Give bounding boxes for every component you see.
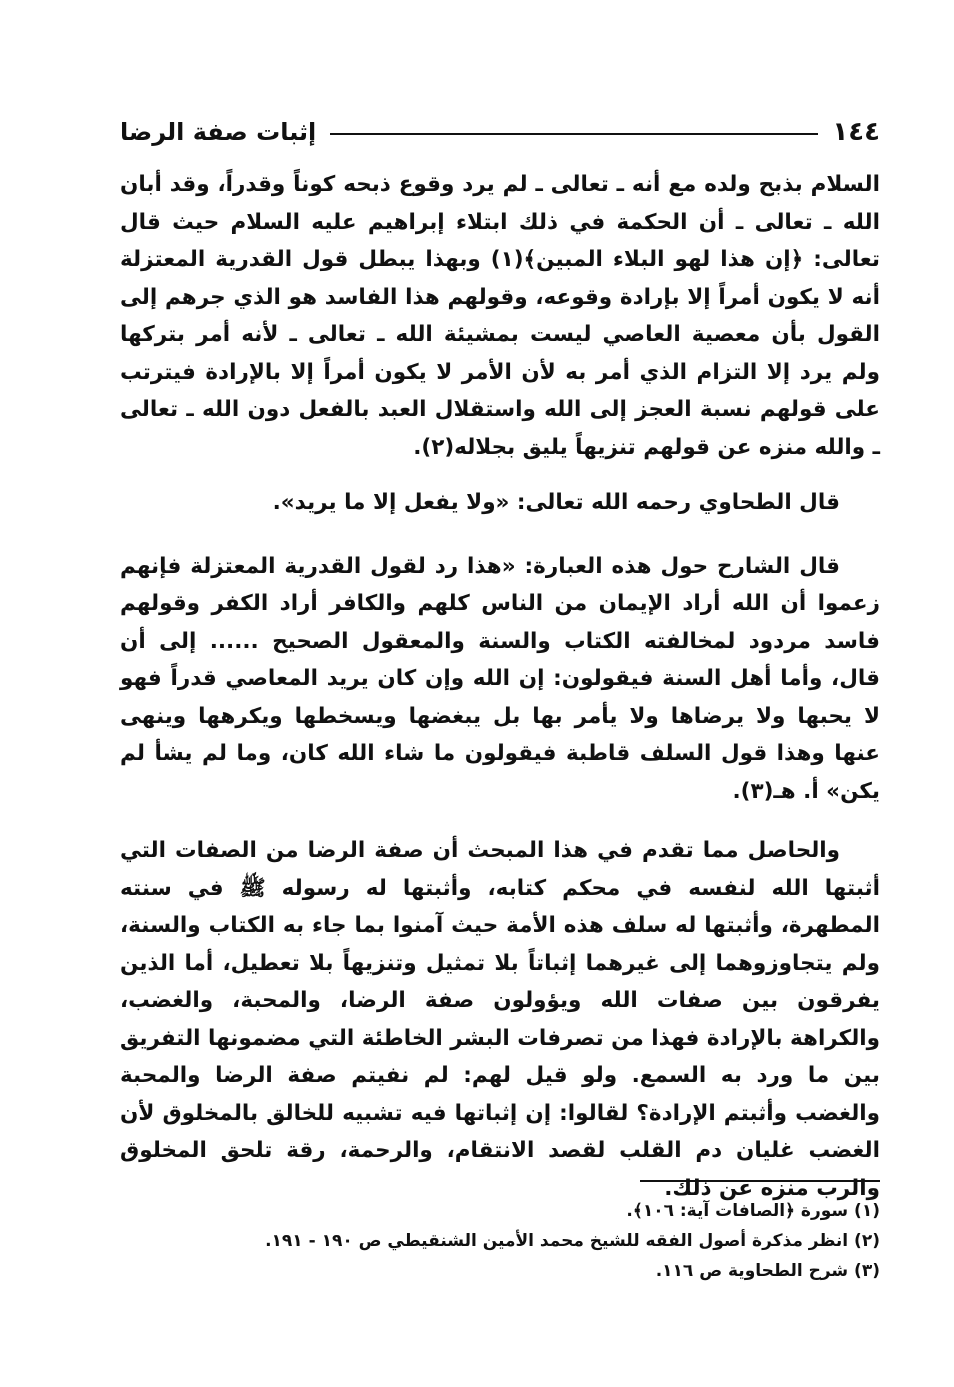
running-title: إثبات صفة الرضا (120, 118, 317, 146)
footnote-3: (٣) شرح الطحاوية ص ١١٦. (655, 1261, 880, 1281)
paragraph-3: قال الشارح حول هذه العبارة: «هذا رد لقول القدرية المعتزلة فإنهم زعموا أن الله أراد الإيمان من الناس كلهم والكافر أراد الكفر وقولهم فاسد مردود لمخالفته الكتاب والسنة والمعقول الصحيح ...... إلى أن قال، وأما أهل السنة فيقولون: إن الله وإن كان يريد المعاصي قدراً فهو لا يحبها ولا يرضاها ولا يأمر بها بل يبغضها ويسخطها ويكرهها وينهى عنها وهذا قول السلف قاطبة فيقولون ما شاء الله كان، وما لم يشأ لم يكن» أ. هـ(٣). (120, 553, 880, 804)
page-number: ١٤٤ (832, 117, 880, 147)
paragraph-2: قال الطحاوي رحمه الله تعالى: «ولا يفعل إلا ما يريد». (272, 490, 840, 515)
footnotes (120, 1196, 880, 1286)
footnote-2: (٢) انظر مذكرة أصول الفقه للشيخ محمد الأمين الشنقيطي ص ١٩٠ - ١٩١. (265, 1231, 880, 1251)
running-header (120, 112, 880, 152)
footnote-divider (640, 1180, 880, 1182)
header-rule (330, 133, 818, 135)
main-text (120, 166, 880, 1207)
paragraph-4: والحاصل مما تقدم في هذا المبحث أن صفة الرضا من الصفات التي أثبتها الله لنفسه في محكم كتابه، وأثبتها له رسوله ﷺ في سنته المطهرة، وأثبتها له سلف هذه الأمة حيث آمنوا بما جاء به الكتاب والسنة، ولم يتجاوزوهما إلى غيرهما إثباتاً بلا تمثيل وتنزيهاً بلا تعطيل، أما الذين يفرقون بين صفات الله ويؤولون صفة الرضا، والمحبة، والغضب، والكراهة بالإرادة فهذا من تصرفات البشر الخاطئة التي مضمونها التفريق بين ما ورد به السمع. ولو قيل لهم: لم نفيتم صفة الرضا والمحبة والغضب وأثبتم الإرادة؟ لقالوا: إن إثباتها فيه تشبيه للخالق بالمخلوق لأن الغضب غليان دم القلب لقصد الانتقام، والرحمة، رقة تلحق المخلوق والرب منزه عن ذلك. (120, 838, 880, 1201)
paragraph-1: السلام بذبح ولده مع أنه ـ تعالى ـ لم يرد وقوع ذبحه كوناً وقدراً، وقد أبان الله ـ تعالى ـ أن الحكمة في ذلك ابتلاء إبراهيم عليه السلام حيث قال تعالى: ﴿إن هذا لهو البلاء المبين﴾(١) وبهذا يبطل قول القدرية المعتزلة أنه لا يكون أمراً إلا بإرادة وقوعه، وقولهم هذا الفاسد هو الذي جرهم إلى القول بأن معصية العاصي ليست بمشيئة الله ـ تعالى ـ لأنه أمر بتركها ولم يرد إلا التزام الذي أمر به لأن الأمر لا يكون أمراً إلا بالإرادة فيترتب على قولهم نسبة العجز إلى الله واستقلال العبد بالفعل دون الله ـ تعالى ـ والله منزه عن قولهم تنزيهاً يليق بجلاله(٢). (120, 172, 880, 460)
footnote-1: (١) سورة ﴿الصافات آية: ١٠٦﴾. (626, 1201, 880, 1221)
